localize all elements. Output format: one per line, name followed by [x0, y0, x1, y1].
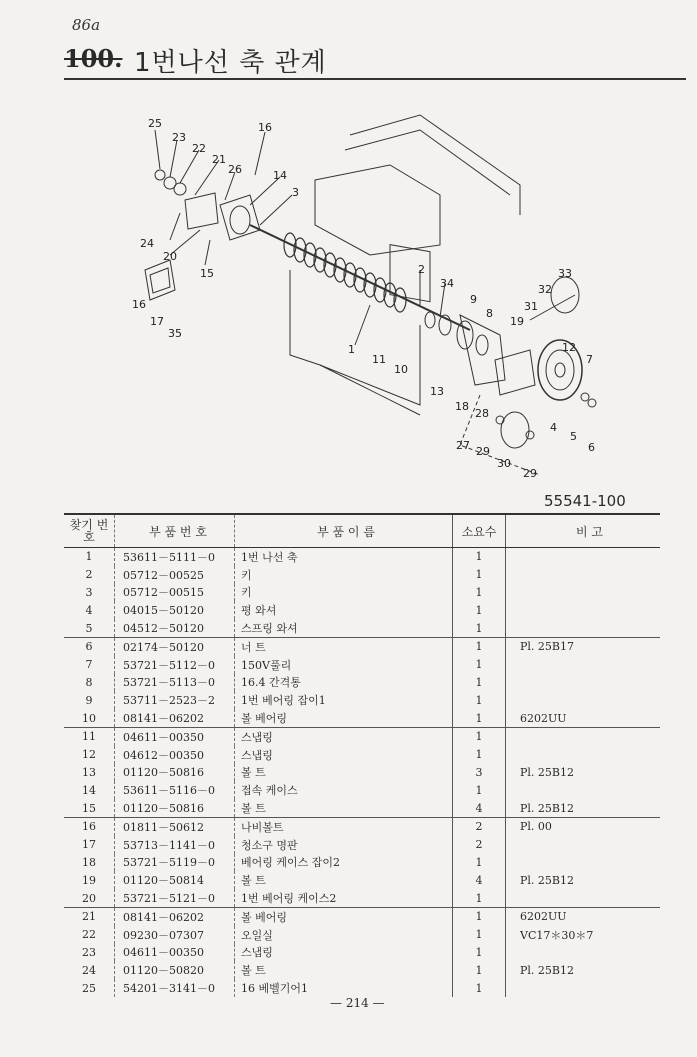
row-find-number: 2: [64, 566, 115, 584]
row-remarks: [506, 727, 661, 745]
header-part-number: 부 품 번 호: [115, 514, 235, 548]
row-part-name: 볼 트: [241, 766, 266, 780]
table-row: [64, 836, 660, 854]
table-row: [64, 817, 660, 835]
callout-label: 9: [470, 293, 477, 306]
callout-label: 30: [497, 457, 511, 470]
drawing-code: 55541-100: [544, 492, 626, 510]
callout-label: 17: [150, 315, 164, 328]
row-remarks: Pl. 25B12: [520, 963, 574, 977]
row-remarks: [506, 656, 661, 674]
row-part-number: 04512－50120: [115, 619, 235, 637]
row-remarks: [506, 601, 661, 619]
row-remarks: [506, 944, 661, 962]
row-find-number: 16: [64, 817, 115, 835]
row-part-name: 1번 나선 축: [241, 550, 298, 564]
row-part-number: 04611－00350: [115, 944, 235, 962]
row-part-number: 04015－50120: [115, 601, 235, 619]
table-row: [64, 637, 660, 655]
header-find-number: 찾기 번호: [64, 514, 115, 548]
row-part-number: 54201－3141－0: [115, 979, 235, 997]
table-row: [64, 691, 660, 709]
row-part-number: 05712－00525: [115, 566, 235, 584]
row-part-number: 53713－1141－0: [115, 836, 235, 854]
row-find-number: 15: [64, 799, 115, 817]
row-find-number: 6: [64, 637, 115, 655]
row-part-name: 볼 트: [241, 964, 266, 978]
row-remarks: [506, 746, 661, 764]
row-quantity: 1: [453, 944, 506, 962]
row-part-name: 베어링 케이스 잡이2: [241, 856, 340, 870]
row-part-name: 볼 베어링: [235, 907, 453, 925]
table-row: [64, 907, 660, 925]
callout-label: 3: [292, 186, 299, 199]
row-part-number: 53721－5119－0: [115, 854, 235, 872]
row-part-number: 53721－5112－0: [115, 656, 235, 674]
row-remarks: VC17＊30＊7: [520, 928, 594, 942]
row-quantity: 2: [453, 817, 506, 835]
row-remarks: Pl. 00: [506, 817, 661, 835]
row-part-name: 볼 트: [241, 802, 266, 816]
row-part-number: 04612－00350: [115, 746, 235, 764]
row-find-number: 8: [64, 674, 115, 692]
row-quantity: 1: [453, 979, 506, 997]
row-remarks: 6202UU: [506, 907, 661, 925]
exploded-parts-diagram: [120, 105, 610, 485]
page-number: — 214 —: [330, 996, 385, 1010]
row-quantity: 4: [453, 799, 506, 817]
row-quantity: 1: [453, 674, 506, 692]
callout-label: 8: [486, 307, 493, 320]
callout-label: 24: [140, 237, 154, 250]
row-part-name: 볼 베어링: [241, 712, 288, 726]
row-part-number: 53721－5113－0: [115, 674, 235, 692]
header-part-name: 부 품 이 름: [235, 514, 453, 548]
table-row: [64, 979, 660, 997]
row-quantity: 1: [453, 691, 506, 709]
table-row: [64, 656, 660, 674]
callout-label: 21: [212, 153, 226, 166]
row-find-number: 18: [64, 854, 115, 872]
row-part-name: 청소구 명판: [241, 838, 298, 852]
row-remarks: [506, 619, 661, 637]
row-quantity: 1: [453, 926, 506, 944]
row-find-number: 7: [64, 656, 115, 674]
row-part-number: 53611－5116－0: [115, 781, 235, 799]
row-part-number: 53611－5111－0: [115, 548, 235, 566]
row-quantity: 1: [453, 727, 506, 745]
table-row: [64, 854, 660, 872]
row-part-name: 1번 베어링 케이스2: [241, 892, 337, 906]
callout-label: 20: [163, 250, 177, 263]
row-remarks: [506, 854, 661, 872]
row-part-name: 너 트: [235, 637, 453, 655]
row-quantity: 1: [453, 656, 506, 674]
row-quantity: 3: [453, 764, 506, 782]
table-header-row: [64, 514, 660, 548]
row-remarks: [506, 691, 661, 709]
row-find-number: 5: [64, 619, 115, 637]
row-find-number: 4: [64, 601, 115, 619]
row-quantity: 1: [453, 619, 506, 637]
page-header: [64, 42, 686, 80]
table-row: [64, 764, 660, 782]
table-row: [64, 799, 660, 817]
row-remarks: [506, 548, 661, 566]
handwritten-note: 86a: [72, 16, 101, 34]
parts-table: [64, 513, 660, 997]
table-row: [64, 709, 660, 727]
callout-label: 26: [228, 163, 242, 176]
row-quantity: 1: [453, 584, 506, 602]
callout-label: 14: [273, 169, 287, 182]
table-row: [64, 619, 660, 637]
table-row: [64, 944, 660, 962]
row-quantity: 1: [453, 709, 506, 727]
row-part-name: 볼 트: [241, 874, 266, 888]
callout-label: 16: [132, 298, 146, 311]
row-part-name: 접속 케이스: [241, 784, 298, 798]
row-find-number: 24: [64, 961, 115, 979]
table-row: [64, 746, 660, 764]
row-part-number: 01120－50816: [115, 764, 235, 782]
callout-label: 34: [440, 277, 454, 290]
row-quantity: 1: [453, 854, 506, 872]
row-find-number: 19: [64, 871, 115, 889]
row-part-name: 스냅링: [235, 727, 453, 745]
callout-label: 27: [456, 439, 470, 452]
row-quantity: 1: [453, 746, 506, 764]
row-remarks: [506, 566, 661, 584]
row-part-name: 나비볼트: [235, 817, 453, 835]
row-quantity: 1: [453, 889, 506, 907]
row-remarks: [506, 836, 661, 854]
callout-label: 13: [430, 385, 444, 398]
row-find-number: 10: [64, 709, 115, 727]
table-row: [64, 584, 660, 602]
row-part-number: 09230－07307: [115, 926, 235, 944]
row-find-number: 11: [64, 727, 115, 745]
table-row: [64, 727, 660, 745]
header-remarks: 비 고: [506, 514, 661, 548]
row-remarks: [506, 979, 661, 997]
table-row: [64, 781, 660, 799]
table-row: [64, 961, 660, 979]
callout-label: 35: [168, 327, 182, 340]
row-find-number: 9: [64, 691, 115, 709]
row-find-number: 3: [64, 584, 115, 602]
row-find-number: 25: [64, 979, 115, 997]
row-part-number: 01811－50612: [115, 817, 235, 835]
row-part-number: 02174－50120: [115, 637, 235, 655]
row-part-number: 05712－00515: [115, 584, 235, 602]
row-remarks: [506, 781, 661, 799]
row-part-name: 스프링 와셔: [241, 622, 298, 636]
row-find-number: 21: [64, 907, 115, 925]
callout-label: 7: [586, 353, 593, 366]
callout-label: 31: [524, 300, 538, 313]
callout-label: 12: [562, 341, 576, 354]
row-remarks: [506, 889, 661, 907]
row-remarks: Pl. 25B12: [520, 801, 574, 815]
callout-label: 2: [418, 263, 425, 276]
row-part-name: 150V풀리: [241, 658, 292, 672]
row-part-name: 16.4 간격통: [241, 676, 301, 690]
row-find-number: 22: [64, 926, 115, 944]
row-remarks: 6202UU: [520, 711, 567, 725]
row-part-number: 53721－5121－0: [115, 889, 235, 907]
row-remarks: [506, 674, 661, 692]
row-part-name: 스냅링: [241, 946, 273, 960]
callout-label: 33: [558, 267, 572, 280]
row-quantity: 1: [453, 566, 506, 584]
row-part-name: 16 베벨기어1: [241, 982, 308, 996]
callout-label: 19: [510, 315, 524, 328]
row-quantity: 1: [453, 548, 506, 566]
callout-label: 29: [476, 445, 490, 458]
row-find-number: 17: [64, 836, 115, 854]
row-remarks: Pl. 25B12: [520, 873, 574, 887]
callout-label: 1: [348, 343, 355, 356]
row-quantity: 4: [453, 871, 506, 889]
callout-label: 25: [148, 117, 162, 130]
callout-label: 18: [455, 400, 469, 413]
row-find-number: 13: [64, 764, 115, 782]
row-part-number: 04611－00350: [115, 727, 235, 745]
row-find-number: 14: [64, 781, 115, 799]
row-find-number: 1: [64, 548, 115, 566]
table-row: [64, 871, 660, 889]
callout-label: 15: [200, 267, 214, 280]
row-quantity: 1: [453, 601, 506, 619]
callout-label: 16: [258, 121, 272, 134]
row-part-name: 오일실: [241, 928, 273, 942]
row-find-number: 20: [64, 889, 115, 907]
callout-label: 4: [550, 421, 557, 434]
table-row: [64, 674, 660, 692]
callout-label: 22: [192, 142, 206, 155]
row-quantity: 1: [453, 961, 506, 979]
callout-label: 23: [172, 131, 186, 144]
table-row: [64, 889, 660, 907]
row-part-number: 01120－50820: [115, 961, 235, 979]
callout-label: 28: [475, 407, 489, 420]
row-part-number: 08141－06202: [115, 907, 235, 925]
table-row: [64, 566, 660, 584]
page-title: 1번나선 축 관계: [134, 48, 327, 78]
row-remarks: Pl. 25B12: [520, 765, 574, 779]
table-row: [64, 548, 660, 566]
row-remarks: [506, 584, 661, 602]
row-quantity: 1: [453, 781, 506, 799]
row-part-number: 53711－2523－2: [115, 691, 235, 709]
row-quantity: 2: [453, 836, 506, 854]
row-part-number: 08141－06202: [115, 709, 235, 727]
table-row: [64, 601, 660, 619]
callout-label: 10: [394, 363, 408, 376]
row-part-name: 1번 베어링 잡이1: [241, 694, 326, 708]
row-find-number: 12: [64, 746, 115, 764]
callout-label: 11: [372, 353, 386, 366]
old-section-number: 100.: [64, 44, 123, 73]
row-part-name: 스냅링: [241, 748, 273, 762]
header-quantity: 소요수: [453, 514, 506, 548]
callout-label: 6: [588, 441, 595, 454]
row-part-name: 키: [241, 568, 252, 582]
row-part-name: 평 와셔: [241, 604, 277, 618]
row-quantity: 1: [453, 637, 506, 655]
table-row: [64, 926, 660, 944]
callout-label: 29: [523, 467, 537, 480]
row-quantity: 1: [453, 907, 506, 925]
row-find-number: 23: [64, 944, 115, 962]
row-part-name: 키: [241, 586, 252, 600]
row-remarks: Pl. 25B17: [506, 637, 661, 655]
row-part-number: 01120－50816: [115, 799, 235, 817]
callout-label: 5: [570, 430, 577, 443]
row-part-number: 01120－50814: [115, 871, 235, 889]
callout-label: 32: [538, 283, 552, 296]
